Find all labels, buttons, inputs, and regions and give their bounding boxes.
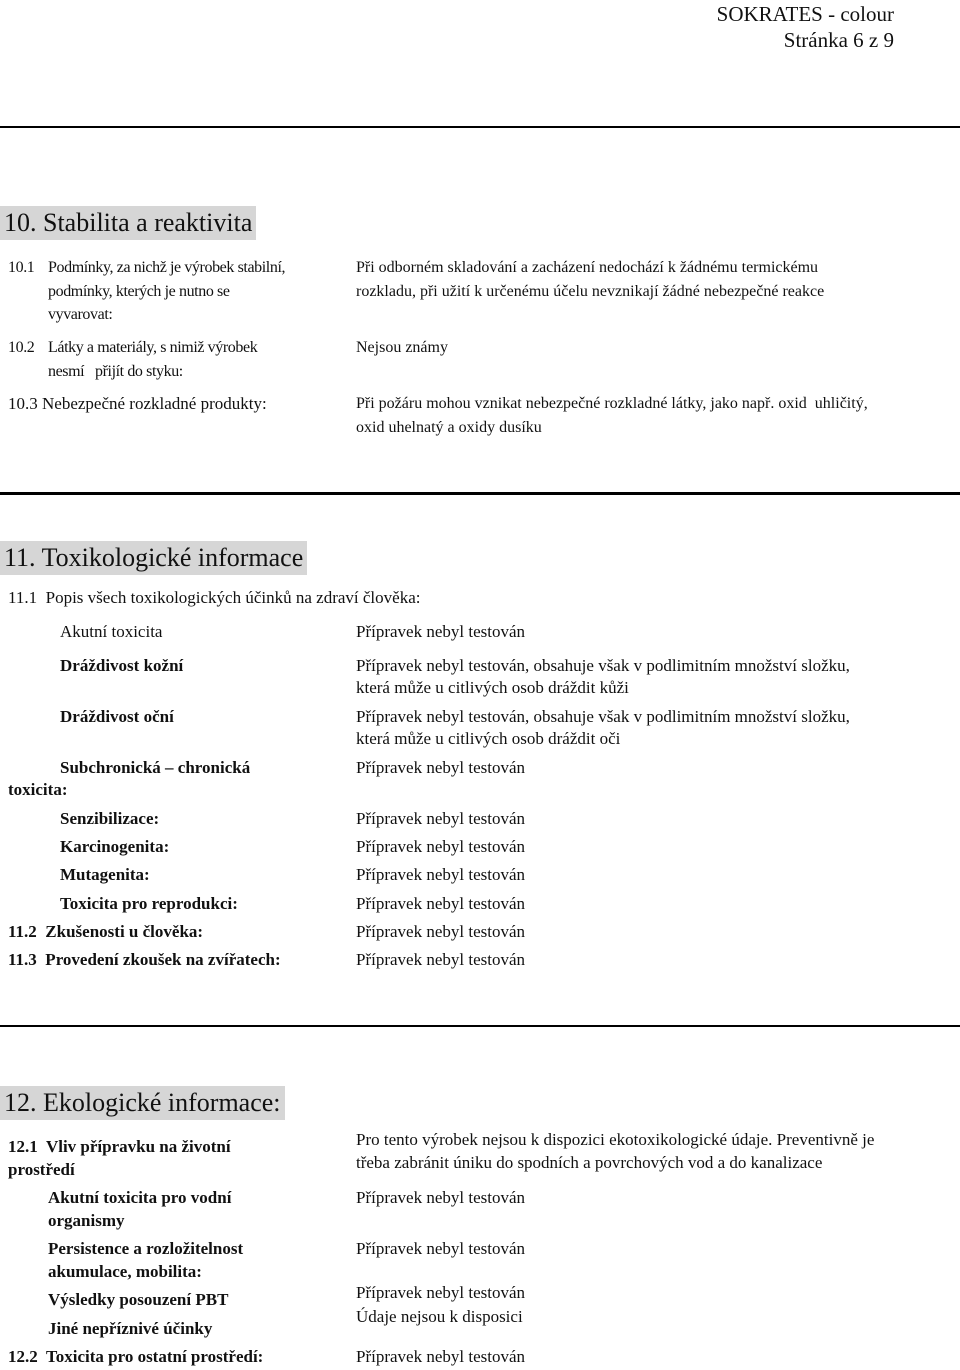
item-10-1-value-line2: rozkladu, při užití k určenému účelu nevznikají žádné nebezpečné reakce	[356, 283, 825, 300]
aquatic-toxicity-label-line2: organismy	[48, 1211, 125, 1230]
carcinogenicity-value: Přípravek nebyl testován	[356, 837, 526, 856]
item-10-2-value: Nejsou známy	[356, 339, 448, 356]
item-10-1-label-line1: Podmínky, za nichž je výrobek stabilní,	[48, 259, 286, 276]
pbt-assessment-label: Výsledky posouzení PBT	[48, 1290, 229, 1309]
eye-irritation-label: Dráždivost oční	[60, 707, 174, 726]
other-effects-value: Údaje nejsou k disposici	[356, 1307, 523, 1326]
carcinogenicity-label: Karcinogenita:	[60, 837, 170, 856]
item-12-1-label-line1: 12.1 Vliv přípravku na životní	[8, 1137, 231, 1156]
acute-toxicity-label: Akutní toxicita	[60, 622, 163, 641]
animal-testing-label: 11.3 Provedení zkoušek na zvířatech:	[8, 950, 281, 969]
persistence-value: Přípravek nebyl testován	[356, 1239, 526, 1258]
skin-irritation-label: Dráždivost kožní	[60, 656, 184, 675]
section-11-divider	[0, 1025, 960, 1027]
section-10-title: 10. Stabilita a reaktivita	[0, 206, 256, 240]
chronic-toxicity-label-line1: Subchronická – chronická	[60, 758, 251, 777]
page-current: 6	[853, 28, 864, 52]
pbt-assessment-value: Přípravek nebyl testován	[356, 1283, 526, 1302]
persistence-label-line2: akumulace, mobilita:	[48, 1262, 202, 1281]
item-10-3-value-line1: Při požáru mohou vznikat nebezpečné rozkladné látky, jako např. oxid uhličitý,	[356, 395, 868, 412]
human-experience-value: Přípravek nebyl testován	[356, 922, 526, 941]
item-10-3-value-line2: oxid uhelnatý a oxidy dusíku	[356, 419, 542, 436]
item-10-1-value-line1: Při odborném skladování a zacházení nedochází k žádnému termickému	[356, 259, 819, 276]
skin-irritation-value-line1: Přípravek nebyl testován, obsahuje však v podlimitním množství složku,	[356, 656, 850, 675]
page-total: 9	[883, 28, 894, 52]
reproductive-toxicity-value: Přípravek nebyl testován	[356, 894, 526, 913]
item-10-2-label-line2: nesmí přijít do styku:	[48, 363, 183, 380]
other-effects-label: Jiné nepříznivé účinky	[48, 1319, 213, 1338]
item-10-1-num: 10.1	[8, 259, 35, 276]
aquatic-toxicity-value: Přípravek nebyl testován	[356, 1188, 526, 1207]
mutagenicity-value: Přípravek nebyl testován	[356, 865, 526, 884]
section-12-title: 12. Ekologické informace:	[0, 1086, 285, 1120]
page-separator: z	[868, 28, 879, 52]
animal-testing-value: Přípravek nebyl testován	[356, 950, 526, 969]
sensitization-label: Senzibilizace:	[60, 809, 160, 828]
persistence-label-line1: Persistence a rozložitelnost	[48, 1239, 244, 1258]
mutagenicity-label: Mutagenita:	[60, 865, 150, 884]
header-divider	[0, 126, 960, 128]
item-10-2-num: 10.2	[8, 339, 35, 356]
item-12-2-label: 12.2 Toxicita pro ostatní prostředí:	[8, 1347, 264, 1366]
item-12-1-value-line1: Pro tento výrobek nejsou k dispozici ekotoxikologické údaje. Preventivně je	[356, 1130, 875, 1149]
page-indicator	[784, 27, 894, 54]
item-12-2-value: Přípravek nebyl testován	[356, 1347, 526, 1366]
skin-irritation-value-line2: která může u citlivých osob dráždit kůži	[356, 678, 629, 697]
human-experience-label: 11.2 Zkušenosti u člověka:	[8, 922, 204, 941]
item-12-1-label-line2: prostředí	[8, 1160, 75, 1179]
eye-irritation-value-line1: Přípravek nebyl testován, obsahuje však v podlimitním množství složku,	[356, 707, 850, 726]
item-10-2-label-line1: Látky a materiály, s nimiž výrobek	[48, 339, 258, 356]
document-product-name: SOKRATES - colour	[716, 2, 894, 26]
reproductive-toxicity-label: Toxicita pro reprodukci:	[60, 894, 238, 913]
page-label: Stránka	[783, 28, 848, 52]
item-10-3-label: 10.3 Nebezpečné rozkladné produkty:	[8, 394, 267, 413]
acute-toxicity-value: Přípravek nebyl testován	[356, 622, 526, 641]
section-11-title: 11. Toxikologické informace	[0, 541, 307, 575]
chronic-toxicity-label-line2: toxicita:	[8, 780, 68, 799]
item-11-1-heading: 11.1 Popis všech toxikologických účinků na zdraví člověka:	[8, 588, 421, 607]
item-12-1-value-line2: třeba zabránit úniku do spodních a povrchových vod a do kanalizace	[356, 1153, 823, 1172]
chronic-toxicity-value: Přípravek nebyl testován	[356, 758, 526, 777]
sensitization-value: Přípravek nebyl testován	[356, 809, 526, 828]
eye-irritation-value-line2: která může u citlivých osob dráždit oči	[356, 729, 621, 748]
item-10-1-label-line3: vyvarovat:	[48, 306, 113, 323]
aquatic-toxicity-label-line1: Akutní toxicita pro vodní	[48, 1188, 232, 1207]
item-10-1-label-line2: podmínky, kterých je nutno se	[48, 283, 230, 300]
section-10-divider	[0, 492, 960, 495]
